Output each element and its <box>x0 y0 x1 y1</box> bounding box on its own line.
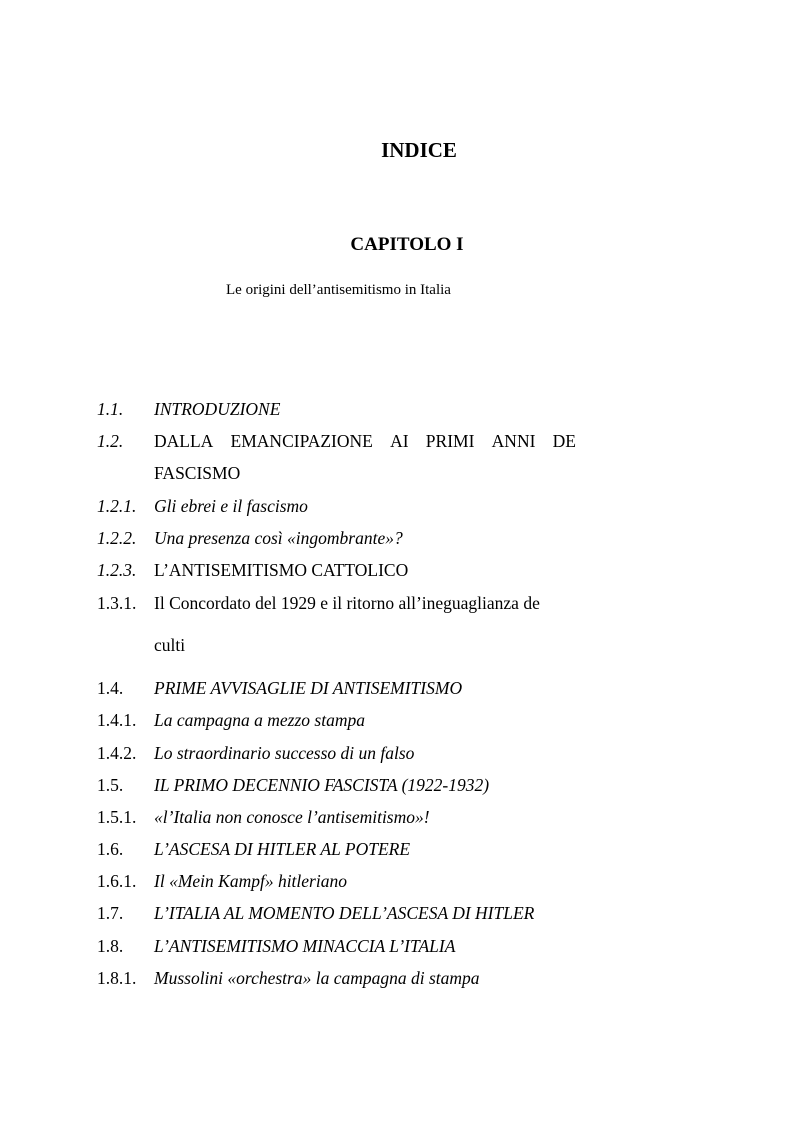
toc-entry-number: 1.5.1. <box>97 807 137 827</box>
toc-entry-title: Una presenza così «ingombrante»? <box>154 528 403 548</box>
toc-entry-number: 1.2.2. <box>97 528 137 548</box>
toc-entry-title: La campagna a mezzo stampa <box>154 710 365 730</box>
toc-entry-title: PRIME AVVISAGLIE DI ANTISEMITISMO <box>154 678 463 698</box>
toc-entry-title: Lo straordinario successo di un falso <box>154 743 415 763</box>
toc-entry-word: DE <box>552 431 576 451</box>
toc-entry-title: L’ITALIA AL MOMENTO DELL’ASCESA DI HITLER <box>154 903 535 923</box>
toc-entry-number: 1.3.1. <box>97 593 137 613</box>
toc-entry-title: INTRODUZIONE <box>154 399 281 419</box>
toc-entry-title: Gli ebrei e il fascismo <box>154 496 308 516</box>
toc-entry-word: DALLA <box>154 431 214 451</box>
toc-entry-title: Il Concordato del 1929 e il ritorno all’ineguaglianza de <box>154 593 540 613</box>
toc-entry-number: 1.5. <box>97 775 124 795</box>
toc-entry-number: 1.2. <box>97 431 124 451</box>
chapter-subtitle: Le origini dell’antisemitismo in Italia <box>226 282 451 298</box>
toc-entry-continuation: FASCISMO <box>154 463 241 483</box>
toc-entry-title: Mussolini «orchestra» la campagna di stampa <box>154 968 480 988</box>
toc-entry-number: 1.2.3. <box>97 560 137 580</box>
toc-entry-number: 1.8.1. <box>97 968 137 988</box>
toc-entry-number: 1.4. <box>97 678 124 698</box>
toc-entry-word: EMANCIPAZIONE <box>230 431 373 451</box>
toc-entry-number: 1.7. <box>97 903 124 923</box>
toc-entry-title: «l’Italia non conosce l’antisemitismo»! <box>154 807 430 827</box>
toc-entry-title: IL PRIMO DECENNIO FASCISTA (1922-1932) <box>154 775 490 795</box>
toc-entry-number: 1.6.1. <box>97 871 137 891</box>
toc-entry-number: 1.6. <box>97 839 124 859</box>
toc-entry-title: Il «Mein Kampf» hitleriano <box>154 871 347 891</box>
toc-entry-title: L’ASCESA DI HITLER AL POTERE <box>154 839 411 859</box>
page-title: INDICE <box>381 138 457 162</box>
toc-entry-title: L’ANTISEMITISMO CATTOLICO <box>154 560 409 580</box>
toc-entry-number: 1.4.2. <box>97 743 137 763</box>
toc-entry-continuation: culti <box>154 635 186 655</box>
toc-entry-number: 1.4.1. <box>97 710 137 730</box>
toc-entry-number: 1.8. <box>97 936 124 956</box>
toc-entry-number: 1.2.1. <box>97 496 137 516</box>
toc-entry-word: ANNI <box>491 431 536 451</box>
toc-entry-word: PRIMI <box>425 431 475 451</box>
toc-entry-title: L’ANTISEMITISMO MINACCIA L’ITALIA <box>154 936 456 956</box>
toc-entry-title <box>154 430 576 452</box>
toc-entry-number: 1.1. <box>97 399 124 419</box>
toc-entry-word: AI <box>390 431 409 451</box>
chapter-title: CAPITOLO I <box>350 234 464 255</box>
